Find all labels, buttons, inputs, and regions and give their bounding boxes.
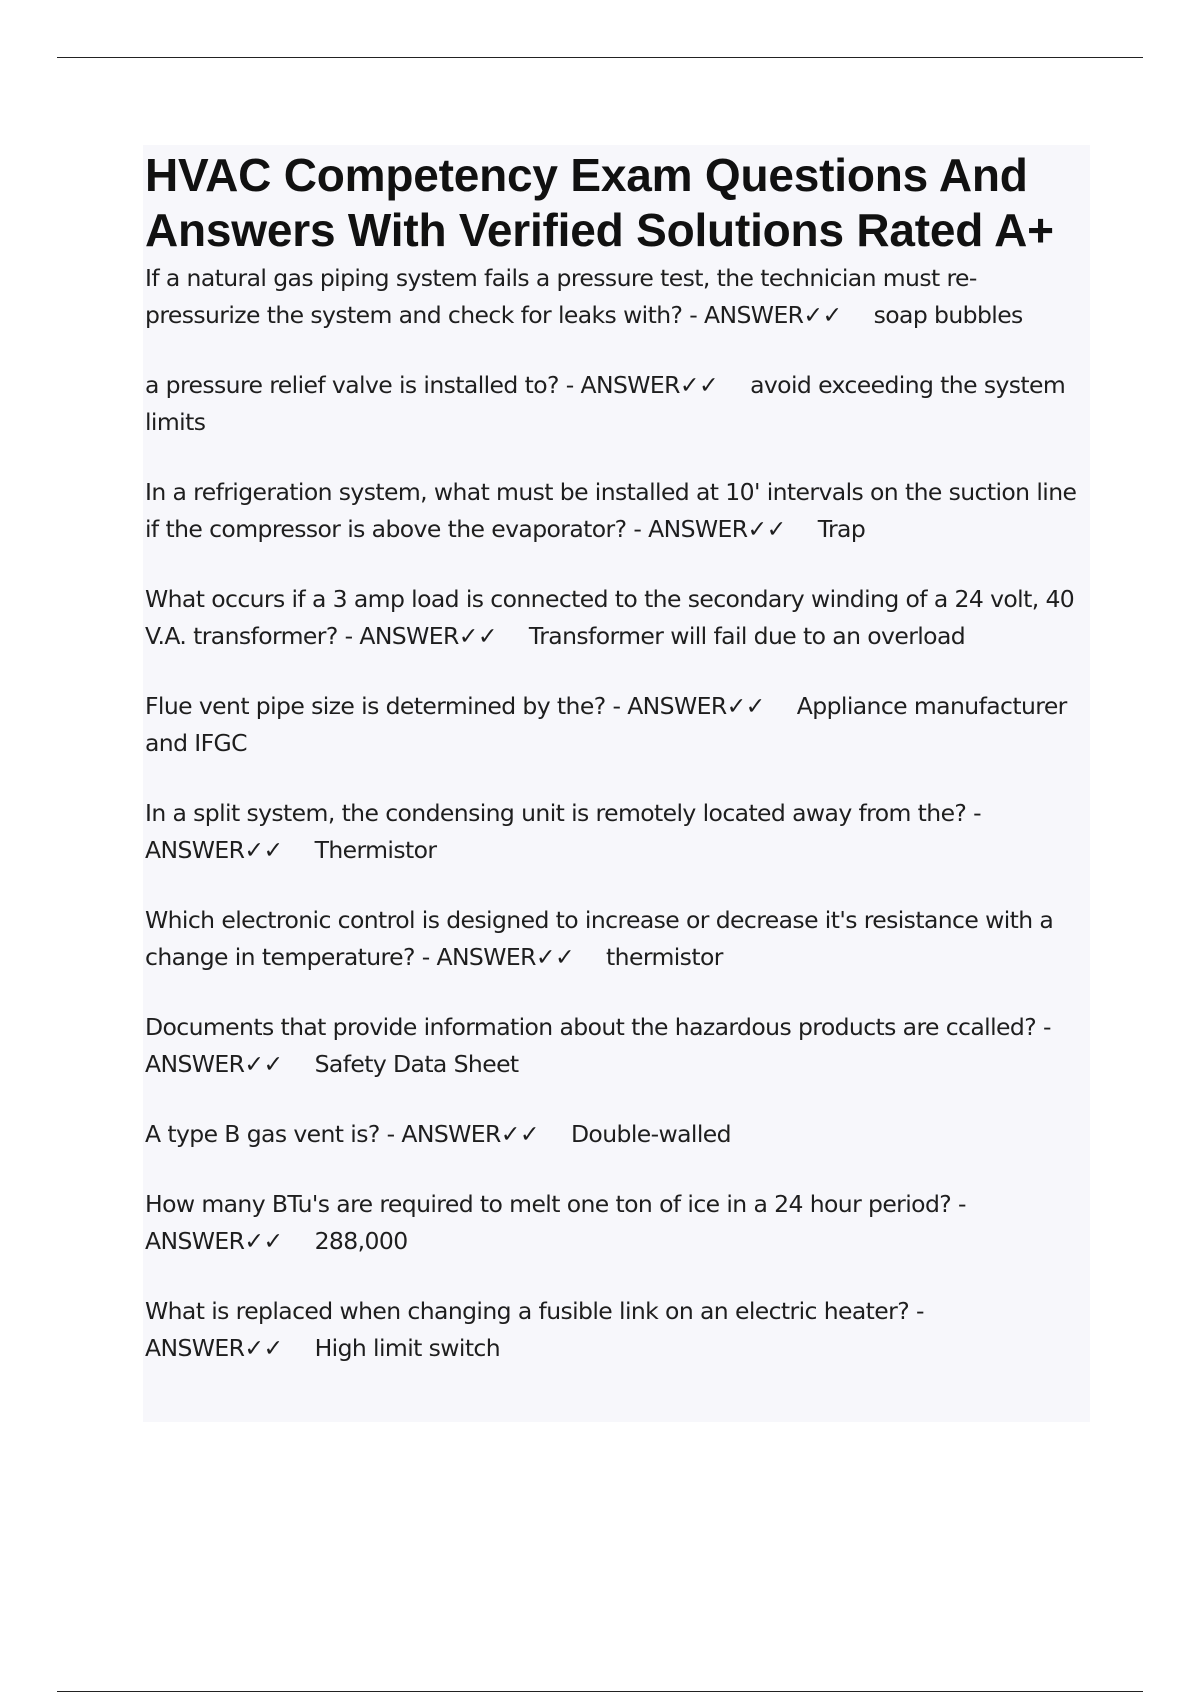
answer-text: Appliance manufacturer and IFGC	[145, 692, 1067, 757]
answer-marker: - ANSWER✓✓	[689, 301, 842, 329]
answer-text: Trap	[817, 515, 866, 543]
answer-text: Transformer will fail due to an overload	[528, 622, 966, 650]
header-rule	[57, 57, 1143, 58]
question-text: Documents that provide information about the hazardous products are ccalled?	[145, 1013, 1037, 1041]
answer-marker: - ANSWER✓✓	[145, 1013, 1051, 1078]
answer-marker: - ANSWER✓✓	[421, 943, 575, 971]
answer-marker: - ANSWER✓✓	[386, 1120, 539, 1148]
document-title: HVAC Competency Exam Questions And Answers With Verified Solutions Rated A+	[145, 149, 1054, 256]
answer-text: avoid exceeding the system limits	[145, 371, 1066, 436]
answer-marker: - ANSWER✓✓	[565, 371, 719, 399]
qa-item	[145, 688, 1088, 762]
qa-item	[145, 260, 1088, 334]
answer-text: soap bubbles	[873, 301, 1023, 329]
question-text: In a refrigeration system, what must be installed at 10' intervals on the suction line if the compressor is above the evaporator?	[145, 478, 1077, 543]
answer-text: Thermistor	[314, 836, 437, 864]
footer-rule	[57, 1691, 1143, 1692]
question-text: What occurs if a 3 amp load is connected to the secondary winding of a 24 volt, 40 V.A. transformer?	[145, 585, 1075, 650]
qa-item	[145, 1186, 1088, 1260]
answer-text: Safety Data Sheet	[314, 1050, 519, 1078]
question-text: What is replaced when changing a fusible link on an electric heater?	[145, 1297, 910, 1325]
question-text: How many BTu's are required to melt one ton of ice in a 24 hour period?	[145, 1190, 952, 1218]
answer-marker: - ANSWER✓✓	[633, 515, 786, 543]
answer-marker: - ANSWER✓✓	[145, 1297, 924, 1362]
qa-item	[145, 1293, 1088, 1367]
answer-text: High limit switch	[314, 1334, 501, 1362]
document-body	[143, 145, 1090, 1422]
answer-marker: - ANSWER✓✓	[145, 799, 982, 864]
qa-item	[145, 367, 1088, 441]
question-text: a pressure relief valve is installed to?	[145, 371, 559, 399]
answer-text: 288,000	[314, 1227, 408, 1255]
answer-marker: - ANSWER✓✓	[344, 622, 497, 650]
qa-item	[145, 474, 1088, 548]
answer-marker: - ANSWER✓✓	[612, 692, 765, 720]
qa-item	[145, 1009, 1088, 1083]
question-text: If a natural gas piping system fails a pressure test, the technician must re-pressurize the system and check for leaks with?	[145, 264, 977, 329]
answer-text: thermistor	[606, 943, 723, 971]
qa-list	[145, 260, 1088, 1367]
answer-text: Double-walled	[570, 1120, 731, 1148]
qa-item	[145, 581, 1088, 655]
answer-marker: - ANSWER✓✓	[145, 1190, 966, 1255]
question-text: Flue vent pipe size is determined by the?	[145, 692, 606, 720]
question-text: A type B gas vent is?	[145, 1120, 380, 1148]
question-text: Which electronic control is designed to increase or decrease it's resistance with a change in temperature?	[145, 906, 1054, 971]
qa-item	[145, 1116, 1088, 1153]
qa-item	[145, 902, 1088, 976]
question-text: In a split system, the condensing unit is remotely located away from the?	[145, 799, 967, 827]
qa-item	[145, 795, 1088, 869]
